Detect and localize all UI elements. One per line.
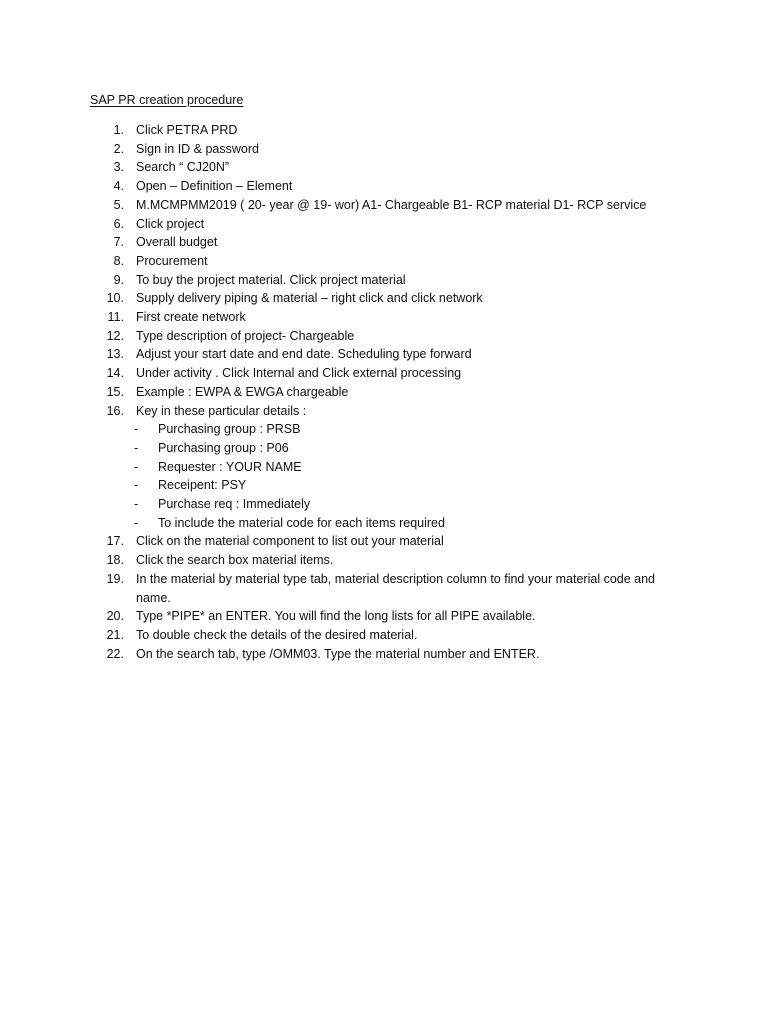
step-number: 2. bbox=[113, 141, 124, 156]
step-item bbox=[0, 645, 768, 664]
step-text: Key in these particular details : bbox=[136, 403, 307, 418]
step-item bbox=[0, 532, 768, 551]
step-text: Supply delivery piping & material – right click and click network bbox=[136, 291, 483, 306]
detail-text: Receipent: PSY bbox=[158, 478, 247, 493]
step-number: 20. bbox=[106, 609, 124, 624]
step-number: 16. bbox=[106, 403, 124, 418]
detail-text: Purchasing group : P06 bbox=[158, 440, 289, 455]
dash-bullet: - bbox=[134, 515, 139, 530]
step-item bbox=[0, 121, 768, 140]
step-number: 13. bbox=[106, 347, 124, 362]
procedure-steps-list bbox=[0, 121, 768, 663]
step-item bbox=[0, 327, 768, 346]
document-title: SAP PR creation procedure bbox=[90, 93, 244, 107]
step-item bbox=[0, 196, 768, 215]
step-text: To double check the details of the desired material. bbox=[136, 627, 418, 642]
step-text: Click on the material component to list out your material bbox=[136, 534, 444, 549]
step-text: On the search tab, type /OMM03. Type the material number and ENTER. bbox=[136, 646, 540, 661]
detail-item bbox=[0, 420, 768, 439]
step-item bbox=[0, 551, 768, 570]
step-item bbox=[0, 626, 768, 645]
step-item bbox=[0, 289, 768, 308]
step-text: Open – Definition – Element bbox=[136, 179, 293, 194]
step-number: 3. bbox=[113, 160, 124, 175]
detail-item bbox=[0, 495, 768, 514]
detail-text: Requester : YOUR NAME bbox=[158, 459, 302, 474]
dash-bullet: - bbox=[134, 459, 139, 474]
step-text: Adjust your start date and end date. Scheduling type forward bbox=[136, 347, 472, 362]
step-number: 12. bbox=[106, 328, 124, 343]
step-number: 17. bbox=[106, 534, 124, 549]
dash-bullet: - bbox=[134, 497, 139, 512]
step-text: Overall budget bbox=[136, 235, 218, 250]
detail-item bbox=[0, 439, 768, 458]
step-number: 10. bbox=[106, 291, 124, 306]
step-number: 14. bbox=[106, 366, 124, 381]
details-sublist bbox=[0, 420, 768, 532]
step-item bbox=[0, 308, 768, 327]
step-text: Search “ CJ20N” bbox=[136, 160, 230, 175]
step-text: Click project bbox=[136, 216, 205, 231]
step-number: 22. bbox=[106, 646, 124, 661]
step-item bbox=[0, 215, 768, 234]
step-number: 1. bbox=[113, 123, 124, 137]
step-item bbox=[0, 345, 768, 364]
step-text: Example : EWPA & EWGA chargeable bbox=[136, 384, 349, 399]
dash-bullet: - bbox=[134, 478, 139, 493]
step-text: Sign in ID & password bbox=[136, 141, 259, 156]
step-item bbox=[0, 252, 768, 271]
step-item bbox=[0, 402, 768, 421]
detail-item bbox=[0, 476, 768, 495]
step-item bbox=[0, 364, 768, 383]
step-text: To buy the project material. Click project material bbox=[136, 272, 406, 287]
detail-item bbox=[0, 514, 768, 533]
step-number: 15. bbox=[106, 384, 124, 399]
step-number: 19. bbox=[106, 571, 124, 586]
step-number: 7. bbox=[113, 235, 124, 250]
step-number: 5. bbox=[113, 197, 124, 212]
step-item bbox=[0, 271, 768, 290]
step-text: Procurement bbox=[136, 253, 208, 268]
step-item bbox=[0, 233, 768, 252]
step-number: 21. bbox=[106, 627, 124, 642]
step-number: 11. bbox=[107, 310, 124, 325]
step-number: 4. bbox=[113, 179, 124, 194]
step-item bbox=[0, 140, 768, 159]
step-text: Under activity . Click Internal and Click external processing bbox=[136, 366, 462, 381]
detail-text: To include the material code for each items required bbox=[158, 515, 445, 530]
step-text: M.MCMPMM2019 ( 20- year @ 19- wor) A1- Chargeable B1- RCP material D1- RCP service bbox=[136, 197, 647, 212]
step-item bbox=[0, 383, 768, 402]
detail-item bbox=[0, 458, 768, 477]
dash-bullet: - bbox=[134, 422, 139, 437]
step-item bbox=[0, 177, 768, 196]
step-text: Click the search box material items. bbox=[136, 553, 334, 568]
step-number: 8. bbox=[113, 253, 124, 268]
step-text: Type description of project- Chargeable bbox=[136, 328, 355, 343]
step-text: Type *PIPE* an ENTER. You will find the long lists for all PIPE available. bbox=[136, 609, 536, 624]
step-number: 6. bbox=[113, 216, 124, 231]
step-text: First create network bbox=[136, 310, 246, 325]
step-text: In the material by material type tab, material description column to find your material code and name. bbox=[136, 571, 656, 605]
step-item bbox=[0, 570, 768, 607]
step-number: 9. bbox=[113, 272, 124, 287]
step-item bbox=[0, 158, 768, 177]
step-text: Click PETRA PRD bbox=[136, 123, 238, 137]
step-number: 18. bbox=[106, 553, 124, 568]
detail-text: Purchase req : Immediately bbox=[158, 497, 311, 512]
dash-bullet: - bbox=[134, 440, 139, 455]
detail-text: Purchasing group : PRSB bbox=[158, 422, 301, 437]
step-item bbox=[0, 607, 768, 626]
